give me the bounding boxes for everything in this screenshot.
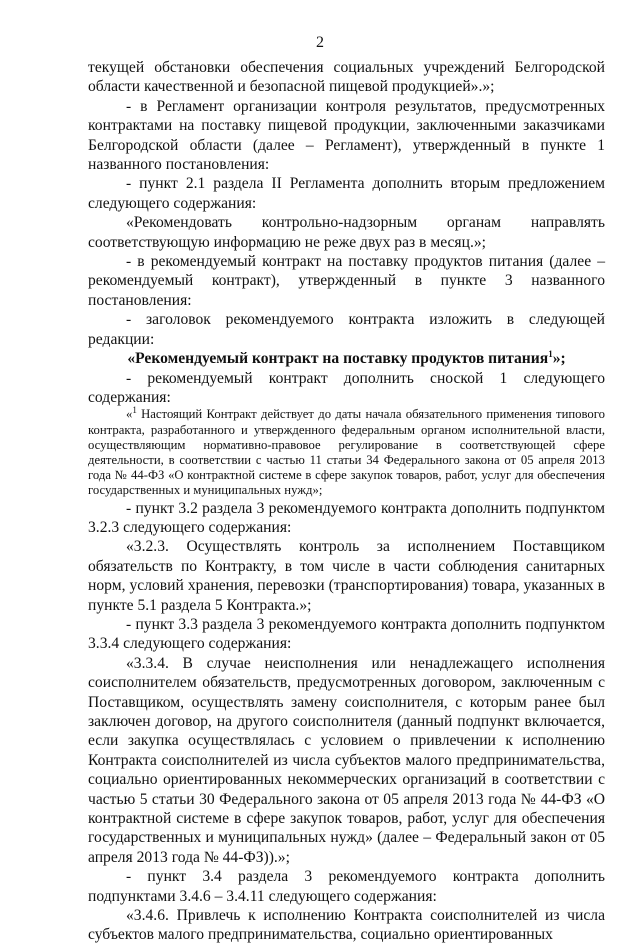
paragraph: «3.3.4. В случае неисполнения или ненадлежащего исполнения соисполнителем обязательств, предусмотренных договором, заключенным с Поставщиком, осуществлять замену соисполнителя, с которым ранее был заключен договор, на другого соисполнителя (данный подпункт включается, если закупка осуществлялась с условием о привлечении к исполнению Контракта соисполнителей из числа субъектов малого предпринимательства, социально ориентированных некоммерческих организаций в соответствии с частью 5 статьи 30 Федерального закона от 05 апреля 2013 года № 44-ФЗ «О контрактной системе в сфере закупок товаров, работ, услуг для обеспечения государственных и муниципальных нужд» (далее – Федеральный закон от 05 апреля 2013 года № 44-ФЗ)).»; — [88, 654, 605, 866]
paragraph: - заголовок рекомендуемого контракта изложить в следующей редакции: — [88, 311, 605, 348]
contract-title-end: »; — [552, 350, 566, 368]
document-body — [88, 58, 605, 945]
paragraph: - в рекомендуемый контракт на поставку продуктов питания (далее – рекомендуемый контракт), утвержденный в пункте 3 названного постановления: — [88, 253, 605, 309]
footnote-mark: 1 — [548, 348, 553, 359]
paragraph: - в Регламент организации контроля результатов, предусмотренных контрактами на поставку пищевой продукции, заключенными заказчиками Белгородской области (далее – Регламент), утвержденный в пункте 1 названного постановления: — [88, 97, 605, 174]
paragraph: «3.2.3. Осуществлять контроль за исполнением Поставщиком обязательств по Контракту, в том числе в части соблюдения санитарных норм, условий хранения, перевозки (транспортирования) товара, указанных в пункте 5.1 раздела 5 Контракта.»; — [88, 538, 605, 614]
paragraph: - пункт 3.3 раздела 3 рекомендуемого контракта дополнить подпунктом 3.3.4 следующего содержания: — [88, 615, 605, 653]
paragraph: «Рекомендовать контрольно-надзорным органам направлять соответствующую информацию не реже двух раз в месяц.»; — [88, 214, 605, 251]
footnote-body: Настоящий Контракт действует до даты начала обязательного применения типового контракта, разработанного и утвержденного федеральным органом исполнительной власти, осуществляющим нормативно-правовое регулирование в соответствующей сфере деятельности, в соответствии с частью 11 статьи 34 Федерального закона от 05 апреля 2013 года № 44-ФЗ «О контрактной системе в сфере закупок товаров, работ, услуг для обеспечения государственных и муниципальных нужд»; — [88, 407, 605, 498]
paragraph: «3.4.6. Привлечь к исполнению Контракта соисполнителей из числа субъектов малого предпринимательства, социально ориентированных — [88, 907, 605, 944]
contract-title-text: «Рекомендуемый контракт на поставку продуктов питания — [127, 350, 549, 368]
paragraph: - пункт 3.2 раздела 3 рекомендуемого контракта дополнить подпунктом 3.2.3 следующего содержания: — [88, 499, 605, 536]
paragraph: - пункт 3.4 раздела 3 рекомендуемого контракта дополнить подпунктами 3.4.6 – 3.4.11 следующего содержания: — [88, 868, 605, 905]
paragraph: текущей обстановки обеспечения социальных учреждений Белгородской области качественной и безопасной пищевой продукцией».»; — [88, 59, 605, 96]
footnote-text — [88, 407, 605, 498]
footnote-open-quote: « — [126, 407, 133, 422]
contract-title — [88, 349, 605, 368]
footnote-mark: 1 — [132, 405, 137, 416]
paragraph: - рекомендуемый контракт дополнить сноской 1 следующего содержания: — [88, 369, 605, 406]
paragraph: - пункт 2.1 раздела II Регламента дополнить вторым предложением следующего содержания: — [88, 175, 605, 212]
page-number: 2 — [316, 34, 324, 51]
